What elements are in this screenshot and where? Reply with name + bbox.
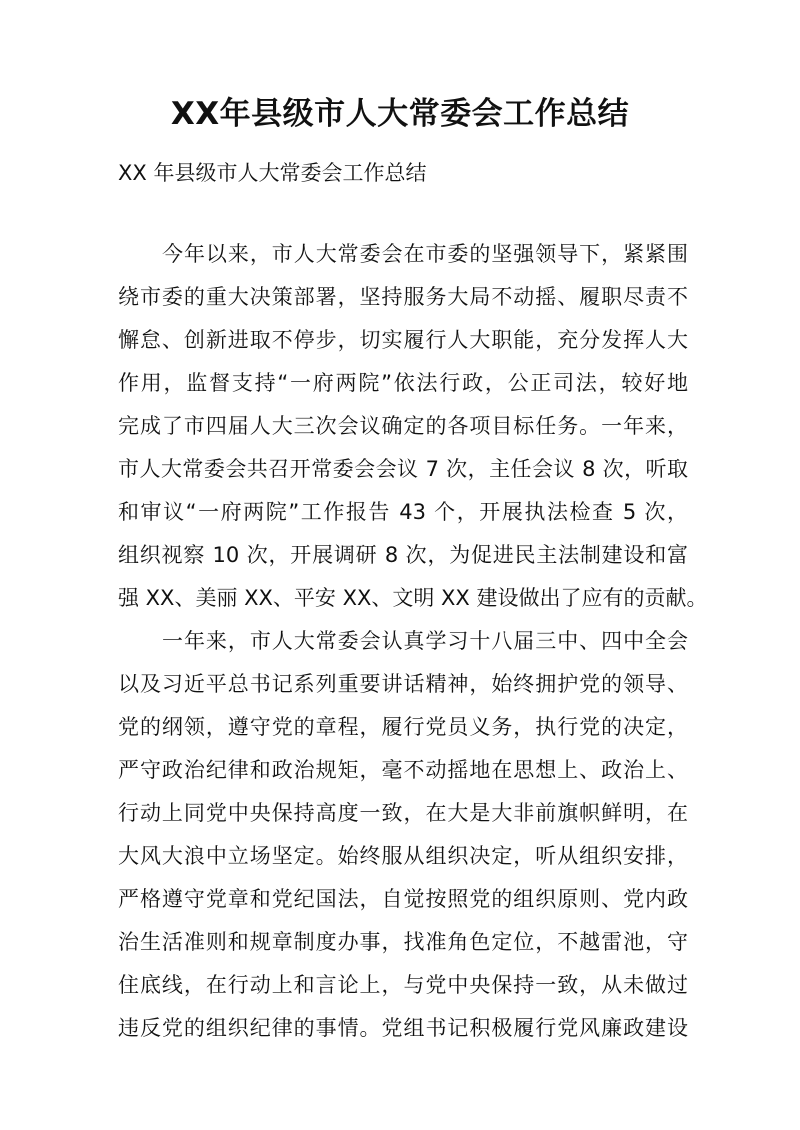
paragraph-2-line: 以及习近平总书记系列重要讲话精神，始终拥护党的领导、 xyxy=(118,672,688,696)
paragraph-2-line: 治生活准则和规章制度办事，找准角色定位，不越雷池，守 xyxy=(118,930,688,954)
paragraph-1-line: 和审议“一府两院”工作报告 43 个，开展执法检查 5 次， xyxy=(118,500,688,524)
paragraph-1-line: 完成了市四届人大三次会议确定的各项目标任务。一年来， xyxy=(118,414,688,438)
document-title: XX年县级市人大常委会工作总结 xyxy=(170,96,630,132)
paragraph-1-line: 绕市委的重大决策部署，坚持服务大局不动摇、履职尽责不 xyxy=(118,285,688,309)
paragraph-2-line: 大风大浪中立场坚定。始终服从组织决定，听从组织安排， xyxy=(118,844,688,868)
document-subtitle: XX 年县级市人大常委会工作总结 xyxy=(118,161,427,185)
paragraph-2-line: 住底线，在行动上和言论上，与党中央保持一致，从未做过 xyxy=(118,973,688,997)
paragraph-1-line: 强 XX、美丽 XX、平安 XX、文明 XX 建设做出了应有的贡献。 xyxy=(118,586,708,610)
paragraph-2-line: 严守政治纪律和政治规矩，毫不动摇地在思想上、政治上、 xyxy=(118,758,688,782)
paragraph-2-line: 严格遵守党章和党纪国法，自觉按照党的组织原则、党内政 xyxy=(118,887,688,911)
paragraph-1-line: 组织视察 10 次，开展调研 8 次，为促进民主法制建设和富 xyxy=(118,543,688,567)
paragraph-2-line: 违反党的组织纪律的事情。党组书记积极履行党风廉政建设 xyxy=(118,1016,688,1040)
paragraph-2-line: 行动上同党中央保持高度一致，在大是大非前旗帜鲜明，在 xyxy=(118,801,688,825)
paragraph-2-line: 一年来，市人大常委会认真学习十八届三中、四中全会 xyxy=(162,629,688,653)
paragraph-1-line: 懈怠、创新进取不停步，切实履行人大职能，充分发挥人大 xyxy=(118,328,688,352)
paragraph-1-line: 作用，监督支持“一府两院”依法行政，公正司法，较好地 xyxy=(118,371,688,395)
paragraph-2-line: 党的纲领，遵守党的章程，履行党员义务，执行党的决定， xyxy=(118,715,688,739)
paragraph-1-line: 市人大常委会共召开常委会会议 7 次，主任会议 8 次，听取 xyxy=(118,457,688,481)
paragraph-1-line: 今年以来，市人大常委会在市委的坚强领导下，紧紧围 xyxy=(162,242,688,266)
